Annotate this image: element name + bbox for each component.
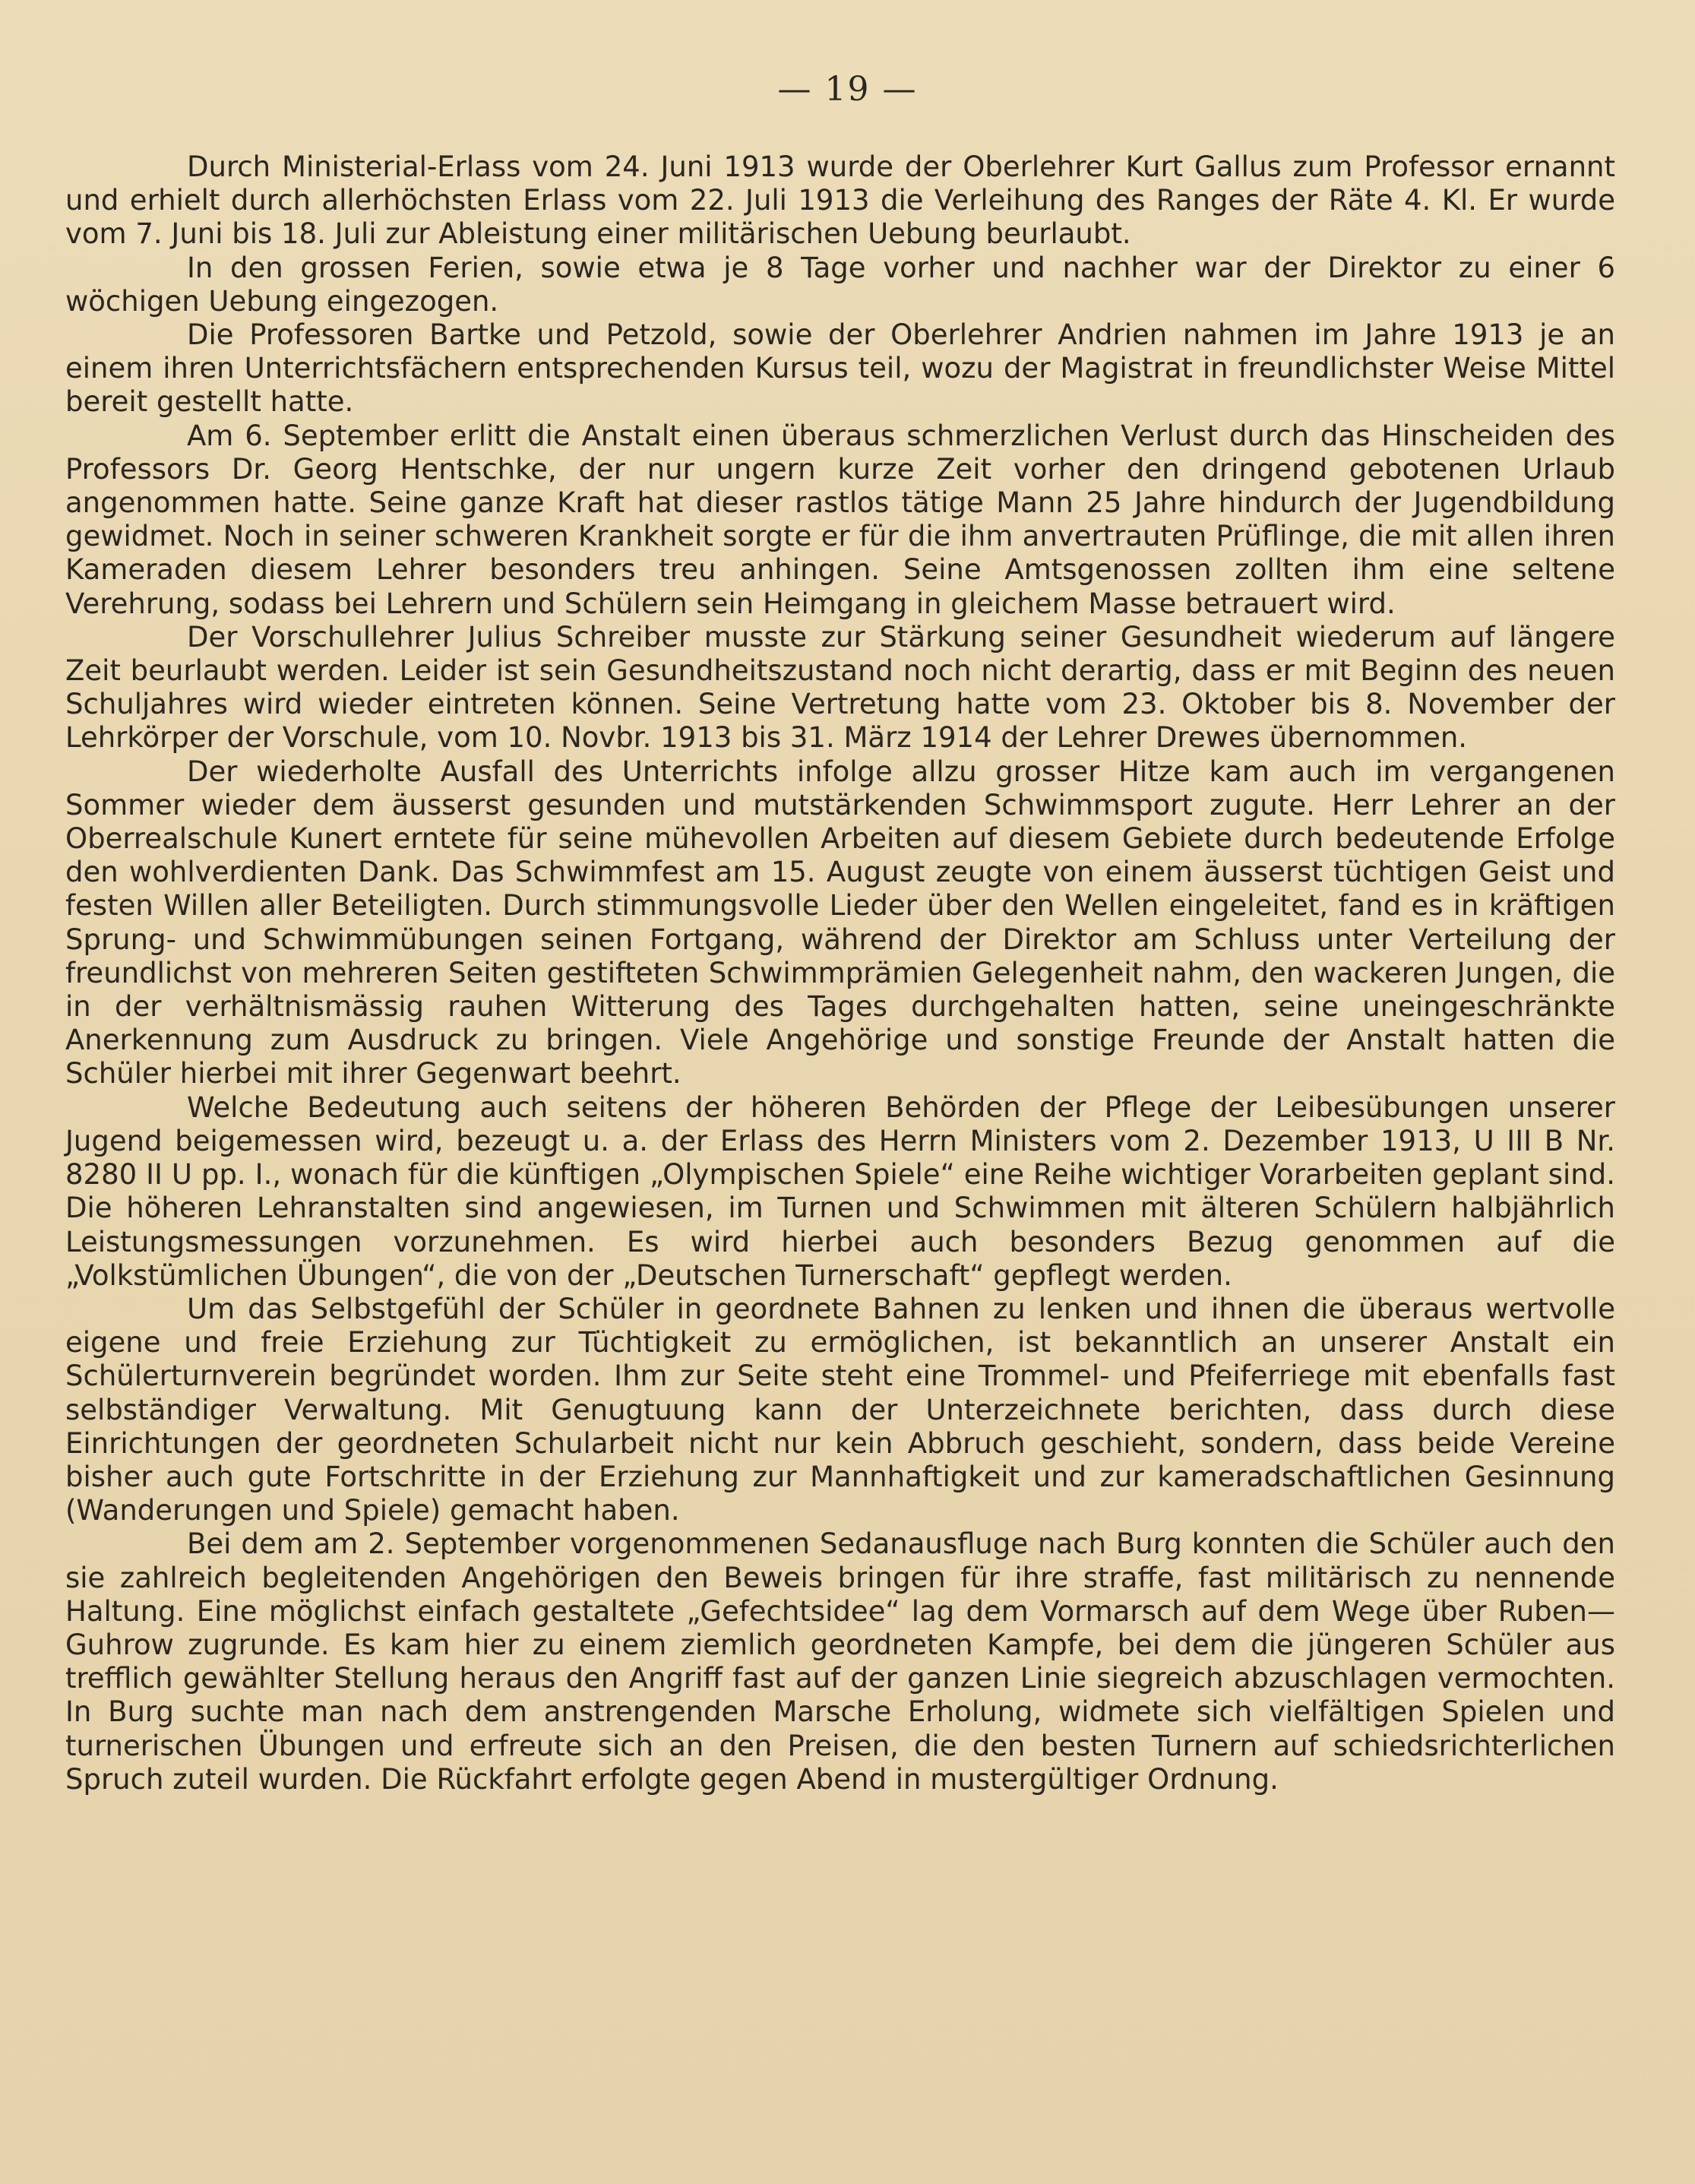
paragraph-schreiber: Der Vorschullehrer Julius Schreiber musste zur Stärkung seiner Gesundheit wiederum auf längere Zeit beurlaubt werden. Leider ist sein Gesundheitszustand noch nicht derartig, dass er mit Beginn des neuen Schuljahres wird wieder eintreten können. Seine Vertretung hatte vom 23. Oktober bis 8. November der Lehrkörper der Vorschule, vom 10. Novbr. 1913 bis 31. März 1914 der Lehrer Drewes übernommen. [65, 620, 1615, 755]
paragraph-schwimmsport: Der wiederholte Ausfall des Unterrichts infolge allzu grosser Hitze kam auch im vergangenen Sommer wieder dem äusserst gesunden und mutstärkenden Schwimmsport zugute. Herr Lehrer an der Oberrealschule Kunert erntete für seine mühevollen Arbeiten auf diesem Gebiete durch bedeutende Erfolge den wohlverdienten Dank. Das Schwimmfest am 15. August zeugte von einem äusserst tüchtigen Geist und festen Willen aller Beteiligten. Durch stimmungsvolle Lieder über den Wellen eingeleitet, fand es in kräftigen Sprung- und Schwimmübungen seinen Fortgang, während der Direktor am Schluss unter Verteilung der freundlichst von mehreren Seiten gestifteten Schwimmprämien Gelegenheit nahm, den wackeren Jungen, die in der verhältnismässig rauhen Witterung des Tages durchgehalten hatten, seine uneingeschränkte Anerkennung zum Ausdruck zu bringen. Viele Angehörige und sonstige Freunde der Anstalt hatten die Schüler hierbei mit ihrer Gegenwart beehrt. [65, 755, 1615, 1090]
paragraph-schuelerturnverein: Um das Selbstgefühl der Schüler in geordnete Bahnen zu lenken und ihnen die überaus wertvolle eigene und freie Erziehung zur Tüchtigkeit zu ermöglichen, ist bekanntlich an unserer Anstalt ein Schülerturnverein begründet worden. Ihm zur Seite steht eine Trommel- und Pfeiferriege mit ebenfalls fast selbständiger Verwaltung. Mit Genugtuung kann der Unterzeichnete berichten, dass durch diese Einrichtungen der geordneten Schularbeit nicht nur kein Abbruch geschieht, sondern, dass beide Vereine bisher auch gute Fortschritte in der Erziehung zur Mannhaftigkeit und zur kameradschaftlichen Gesinnung (Wanderungen und Spiele) gemacht haben. [65, 1292, 1615, 1527]
body-text [65, 150, 1615, 1796]
paragraph-kursus: Die Professoren Bartke und Petzold, sowie der Oberlehrer Andrien nahmen im Jahre 1913 je an einem ihren Unterrichtsfächern entsprechenden Kursus teil, wozu der Magistrat in freundlichster Weise Mittel bereit gestellt hatte. [65, 318, 1615, 419]
paragraph-sedanausflug: Bei dem am 2. September vorgenommenen Sedanausfluge nach Burg konnten die Schüler auch den sie zahlreich begleitenden Angehörigen den Beweis bringen für ihre straffe, fast militärisch zu nennende Haltung. Eine möglichst einfach gestaltete „Gefechtsidee“ lag dem Vormarsch auf dem Wege über Ruben—Guhrow zugrunde. Es kam hier zu einem ziemlich geordneten Kampfe, bei dem die jüngeren Schüler aus trefflich gewählter Stellung heraus den Angriff fast auf der ganzen Linie siegreich abzuschlagen vermochten. In Burg suchte man nach dem anstrengenden Marsche Erholung, widmete sich vielfältigen Spielen und turnerischen Übungen und erfreute sich an den Preisen, die den besten Turnern auf schiedsrichterlichen Spruch zuteil wurden. Die Rückfahrt erfolgte gegen Abend in mustergültiger Ordnung. [65, 1527, 1615, 1796]
paragraph-leibesuebungen: Welche Bedeutung auch seitens der höheren Behörden der Pflege der Leibesübungen unserer Jugend beigemessen wird, bezeugt u. a. der Erlass des Herrn Ministers vom 2. Dezember 1913, U III B Nr. 8280 II U pp. I., wonach für die künftigen „Olympischen Spiele“ eine Reihe wichtiger Vorarbeiten geplant sind. Die höheren Lehranstalten sind angewiesen, im Turnen und Schwimmen mit älteren Schülern halbjährlich Leistungsmessungen vorzunehmen. Es wird hierbei auch besonders Bezug genommen auf die „Volkstümlichen Übungen“, die von der „Deutschen Turnerschaft“ gepflegt werden. [65, 1090, 1615, 1292]
paragraph-gallus: Durch Ministerial-Erlass vom 24. Juni 1913 wurde der Oberlehrer Kurt Gallus zum Professor ernannt und erhielt durch allerhöchsten Erlass vom 22. Juli 1913 die Verleihung des Ranges der Räte 4. Kl. Er wurde vom 7. Juni bis 18. Juli zur Ableistung einer militärischen Uebung beurlaubt. [65, 150, 1615, 251]
paragraph-hentschke: Am 6. September erlitt die Anstalt einen überaus schmerzlichen Verlust durch das Hinscheiden des Professors Dr. Georg Hentschke, der nur ungern kurze Zeit vorher den dringend gebotenen Urlaub angenommen hatte. Seine ganze Kraft hat dieser rastlos tätige Mann 25 Jahre hindurch der Jugendbildung gewidmet. Noch in seiner schweren Krankheit sorgte er für die ihm anvertrauten Prüflinge, die mit allen ihren Kameraden diesem Lehrer besonders treu anhingen. Seine Amtsgenossen zollten ihm eine seltene Verehrung, sodass bei Lehrern und Schülern sein Heimgang in gleichem Masse betrauert wird. [65, 419, 1615, 620]
page-number: — 19 — [777, 70, 918, 109]
paragraph-ferien: In den grossen Ferien, sowie etwa je 8 Tage vorher und nachher war der Direktor zu einer 6 wöchigen Uebung eingezogen. [65, 251, 1615, 318]
